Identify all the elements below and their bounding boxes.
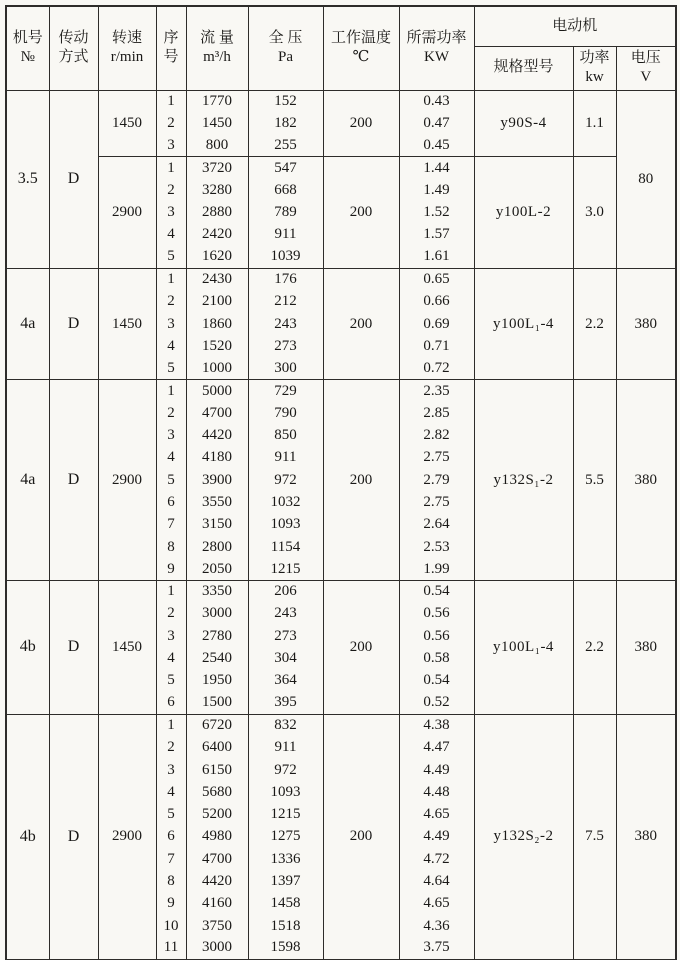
cell-flow: 2050	[186, 558, 248, 580]
cell-temp: 200	[323, 581, 399, 715]
header-voltage-line1: 电压	[630, 49, 661, 66]
cell-pressure: 1093	[248, 514, 323, 536]
cell-pressure: 832	[248, 714, 323, 736]
cell-required-power: 2.75	[399, 491, 474, 513]
cell-seq-no: 6	[156, 826, 186, 848]
header-flow-line2: m³/h	[203, 49, 231, 66]
header-seq-no	[156, 6, 186, 90]
cell-required-power: 1.99	[399, 558, 474, 580]
cell-pressure: 1039	[248, 246, 323, 268]
cell-flow: 4700	[186, 848, 248, 870]
cell-temp: 200	[323, 380, 399, 581]
cell-flow: 1620	[186, 246, 248, 268]
cell-machine-no: 4b	[6, 714, 49, 959]
cell-flow: 5200	[186, 804, 248, 826]
cell-flow: 4180	[186, 447, 248, 469]
cell-pressure: 255	[248, 135, 323, 157]
cell-required-power: 4.72	[399, 848, 474, 870]
cell-required-power: 2.53	[399, 536, 474, 558]
cell-required-power: 4.64	[399, 870, 474, 892]
cell-required-power: 4.65	[399, 804, 474, 826]
cell-pressure: 789	[248, 201, 323, 223]
header-row-top	[6, 6, 676, 46]
cell-required-power: 0.65	[399, 268, 474, 290]
cell-required-power: 0.54	[399, 581, 474, 603]
cell-seq-no: 7	[156, 848, 186, 870]
header-required-power-line2: KW	[424, 49, 449, 66]
cell-speed: 2900	[98, 714, 156, 959]
cell-speed: 2900	[98, 157, 156, 268]
cell-required-power: 0.43	[399, 90, 474, 112]
header-drive-mode	[49, 6, 98, 90]
cell-motor-power: 5.5	[573, 380, 616, 581]
cell-seq-no: 2	[156, 291, 186, 313]
cell-voltage: 380	[616, 714, 676, 959]
header-speed	[98, 6, 156, 90]
header-motor-group: 电动机	[474, 6, 676, 46]
cell-seq-no: 6	[156, 491, 186, 513]
cell-seq-no: 2	[156, 112, 186, 134]
cell-flow: 2430	[186, 268, 248, 290]
header-speed-line2: r/min	[110, 49, 144, 66]
table-row	[6, 157, 676, 179]
cell-pressure: 1275	[248, 826, 323, 848]
table-row	[6, 714, 676, 736]
cell-required-power: 0.56	[399, 603, 474, 625]
cell-seq-no: 1	[156, 714, 186, 736]
cell-seq-no: 2	[156, 603, 186, 625]
cell-flow: 2800	[186, 536, 248, 558]
cell-motor-power: 3.0	[573, 157, 616, 268]
cell-pressure: 243	[248, 313, 323, 335]
cell-pressure: 152	[248, 90, 323, 112]
fan-spec-table	[5, 5, 677, 960]
cell-flow: 4420	[186, 870, 248, 892]
cell-flow: 1450	[186, 112, 248, 134]
cell-flow: 3000	[186, 603, 248, 625]
cell-motor-power: 1.1	[573, 90, 616, 157]
cell-flow: 3000	[186, 937, 248, 959]
cell-flow: 3750	[186, 915, 248, 937]
cell-pressure: 273	[248, 335, 323, 357]
cell-seq-no: 5	[156, 469, 186, 491]
cell-seq-no: 3	[156, 201, 186, 223]
cell-machine-no: 4a	[6, 268, 49, 379]
cell-pressure: 1397	[248, 870, 323, 892]
cell-machine-no: 4a	[6, 380, 49, 581]
cell-pressure: 212	[248, 291, 323, 313]
cell-motor-model: y100L-2	[474, 157, 573, 268]
cell-flow: 6720	[186, 714, 248, 736]
cell-flow: 3550	[186, 491, 248, 513]
table-row	[6, 90, 676, 112]
header-motor-power-line2: kw	[585, 69, 604, 85]
cell-seq-no: 4	[156, 647, 186, 669]
cell-required-power: 4.38	[399, 714, 474, 736]
cell-pressure: 790	[248, 402, 323, 424]
cell-required-power: 0.58	[399, 647, 474, 669]
cell-seq-no: 1	[156, 268, 186, 290]
header-pressure-line2: Pa	[278, 49, 293, 66]
header-flow-line1: 流 量	[200, 29, 234, 46]
cell-machine-no: 3.5	[6, 90, 49, 268]
cell-seq-no: 2	[156, 179, 186, 201]
header-motor-power-line1: 功率	[579, 49, 610, 66]
cell-pressure: 176	[248, 268, 323, 290]
cell-pressure: 304	[248, 647, 323, 669]
cell-pressure: 1032	[248, 491, 323, 513]
cell-temp: 200	[323, 90, 399, 157]
cell-motor-power: 7.5	[573, 714, 616, 959]
header-work-temp-line2: ℃	[352, 49, 370, 66]
header-voltage-line2: V	[640, 69, 652, 85]
cell-required-power: 0.45	[399, 135, 474, 157]
header-voltage	[616, 46, 676, 90]
cell-seq-no: 7	[156, 514, 186, 536]
header-work-temp	[323, 6, 399, 90]
cell-flow: 1500	[186, 692, 248, 714]
cell-seq-no: 3	[156, 313, 186, 335]
cell-speed: 1450	[98, 268, 156, 379]
cell-flow: 2780	[186, 625, 248, 647]
cell-motor-model: y90S-4	[474, 90, 573, 157]
table-row	[6, 581, 676, 603]
cell-flow: 3350	[186, 581, 248, 603]
cell-required-power: 0.52	[399, 692, 474, 714]
cell-seq-no: 1	[156, 380, 186, 402]
cell-pressure: 972	[248, 759, 323, 781]
header-pressure-line1: 全 压	[268, 29, 303, 46]
cell-flow: 4420	[186, 424, 248, 446]
cell-machine-no: 4b	[6, 581, 49, 715]
cell-flow: 1520	[186, 335, 248, 357]
cell-flow: 4980	[186, 826, 248, 848]
cell-seq-no: 2	[156, 402, 186, 424]
cell-seq-no: 4	[156, 447, 186, 469]
cell-seq-no: 3	[156, 424, 186, 446]
cell-pressure: 182	[248, 112, 323, 134]
cell-flow: 5680	[186, 781, 248, 803]
cell-flow: 6400	[186, 737, 248, 759]
cell-pressure: 364	[248, 670, 323, 692]
header-speed-line1: 转速	[111, 29, 142, 46]
cell-required-power: 0.71	[399, 335, 474, 357]
cell-required-power: 0.66	[399, 291, 474, 313]
cell-pressure: 1336	[248, 848, 323, 870]
header-work-temp-line1: 工作温度	[330, 29, 391, 46]
cell-pressure: 1518	[248, 915, 323, 937]
cell-required-power: 4.48	[399, 781, 474, 803]
cell-seq-no: 6	[156, 692, 186, 714]
cell-seq-no: 4	[156, 781, 186, 803]
cell-drive-mode: D	[49, 581, 98, 715]
cell-pressure: 1598	[248, 937, 323, 959]
cell-motor-model: y132S₂-2	[474, 714, 573, 959]
cell-required-power: 2.35	[399, 380, 474, 402]
cell-pressure: 547	[248, 157, 323, 179]
cell-flow: 3150	[186, 514, 248, 536]
cell-seq-no: 3	[156, 759, 186, 781]
cell-pressure: 911	[248, 737, 323, 759]
cell-voltage: 380	[616, 380, 676, 581]
header-seq-no-line2: 号	[163, 49, 179, 66]
cell-drive-mode: D	[49, 714, 98, 959]
cell-seq-no: 5	[156, 670, 186, 692]
cell-voltage: 380	[616, 268, 676, 379]
cell-flow: 3280	[186, 179, 248, 201]
header-pressure	[248, 6, 323, 90]
cell-flow: 1770	[186, 90, 248, 112]
cell-seq-no: 9	[156, 893, 186, 915]
cell-required-power: 2.85	[399, 402, 474, 424]
cell-seq-no: 10	[156, 915, 186, 937]
cell-pressure: 243	[248, 603, 323, 625]
cell-flow: 800	[186, 135, 248, 157]
cell-required-power: 0.54	[399, 670, 474, 692]
cell-flow: 6150	[186, 759, 248, 781]
cell-speed: 1450	[98, 90, 156, 157]
cell-voltage: 380	[616, 581, 676, 715]
header-machine-no-line1: 机号	[12, 29, 43, 46]
cell-seq-no: 9	[156, 558, 186, 580]
cell-pressure: 1215	[248, 558, 323, 580]
cell-pressure: 206	[248, 581, 323, 603]
cell-required-power: 0.72	[399, 358, 474, 380]
cell-motor-model: y100L₁-4	[474, 268, 573, 379]
spec-table-body	[6, 90, 676, 960]
cell-seq-no: 8	[156, 870, 186, 892]
cell-seq-no: 3	[156, 625, 186, 647]
cell-required-power: 1.61	[399, 246, 474, 268]
cell-required-power: 2.79	[399, 469, 474, 491]
cell-seq-no: 4	[156, 335, 186, 357]
cell-flow: 2100	[186, 291, 248, 313]
cell-temp: 200	[323, 714, 399, 959]
cell-flow: 3720	[186, 157, 248, 179]
cell-voltage: 80	[616, 90, 676, 268]
cell-pressure: 911	[248, 224, 323, 246]
cell-required-power: 0.56	[399, 625, 474, 647]
cell-drive-mode: D	[49, 90, 98, 268]
cell-pressure: 1154	[248, 536, 323, 558]
header-required-power-line1: 所需功率	[406, 29, 467, 46]
cell-motor-model: y132S₁-2	[474, 380, 573, 581]
cell-seq-no: 8	[156, 536, 186, 558]
cell-pressure: 395	[248, 692, 323, 714]
header-seq-no-line1: 序	[163, 29, 179, 46]
cell-pressure: 668	[248, 179, 323, 201]
cell-required-power: 1.49	[399, 179, 474, 201]
cell-required-power: 2.64	[399, 514, 474, 536]
cell-seq-no: 5	[156, 358, 186, 380]
cell-required-power: 4.47	[399, 737, 474, 759]
header-motor-model: 规格型号	[474, 46, 573, 90]
cell-pressure: 1458	[248, 893, 323, 915]
cell-flow: 2880	[186, 201, 248, 223]
cell-required-power: 4.65	[399, 893, 474, 915]
cell-seq-no: 2	[156, 737, 186, 759]
cell-pressure: 729	[248, 380, 323, 402]
cell-flow: 2540	[186, 647, 248, 669]
cell-seq-no: 1	[156, 90, 186, 112]
cell-seq-no: 4	[156, 224, 186, 246]
cell-required-power: 4.49	[399, 759, 474, 781]
header-required-power	[399, 6, 474, 90]
cell-flow: 1950	[186, 670, 248, 692]
cell-drive-mode: D	[49, 380, 98, 581]
cell-pressure: 1093	[248, 781, 323, 803]
table-row	[6, 268, 676, 290]
header-drive-mode-line1: 传动	[58, 29, 89, 46]
cell-seq-no: 5	[156, 804, 186, 826]
cell-pressure: 911	[248, 447, 323, 469]
header-drive-mode-line2: 方式	[58, 49, 89, 66]
cell-seq-no: 1	[156, 581, 186, 603]
cell-flow: 1860	[186, 313, 248, 335]
cell-required-power: 0.69	[399, 313, 474, 335]
cell-drive-mode: D	[49, 268, 98, 379]
cell-flow: 2420	[186, 224, 248, 246]
cell-pressure: 850	[248, 424, 323, 446]
cell-speed: 2900	[98, 380, 156, 581]
cell-flow: 1000	[186, 358, 248, 380]
cell-required-power: 0.47	[399, 112, 474, 134]
cell-speed: 1450	[98, 581, 156, 715]
cell-required-power: 4.36	[399, 915, 474, 937]
cell-temp: 200	[323, 157, 399, 268]
cell-motor-power: 2.2	[573, 268, 616, 379]
cell-motor-power: 2.2	[573, 581, 616, 715]
cell-seq-no: 11	[156, 937, 186, 959]
cell-required-power: 1.57	[399, 224, 474, 246]
cell-required-power: 3.75	[399, 937, 474, 959]
table-row	[6, 380, 676, 402]
cell-pressure: 972	[248, 469, 323, 491]
cell-pressure: 300	[248, 358, 323, 380]
cell-seq-no: 3	[156, 135, 186, 157]
cell-pressure: 273	[248, 625, 323, 647]
cell-required-power: 1.52	[399, 201, 474, 223]
header-machine-no	[6, 6, 49, 90]
cell-flow: 5000	[186, 380, 248, 402]
table-header	[6, 6, 676, 90]
cell-seq-no: 1	[156, 157, 186, 179]
cell-required-power: 2.82	[399, 424, 474, 446]
cell-seq-no: 5	[156, 246, 186, 268]
cell-pressure: 1215	[248, 804, 323, 826]
cell-required-power: 1.44	[399, 157, 474, 179]
cell-required-power: 2.75	[399, 447, 474, 469]
header-motor-power	[573, 46, 616, 90]
cell-motor-model: y100L₁-4	[474, 581, 573, 715]
header-machine-no-line2: №	[20, 49, 35, 66]
header-flow	[186, 6, 248, 90]
cell-flow: 4700	[186, 402, 248, 424]
cell-required-power: 4.49	[399, 826, 474, 848]
cell-temp: 200	[323, 268, 399, 379]
cell-flow: 4160	[186, 893, 248, 915]
cell-flow: 3900	[186, 469, 248, 491]
